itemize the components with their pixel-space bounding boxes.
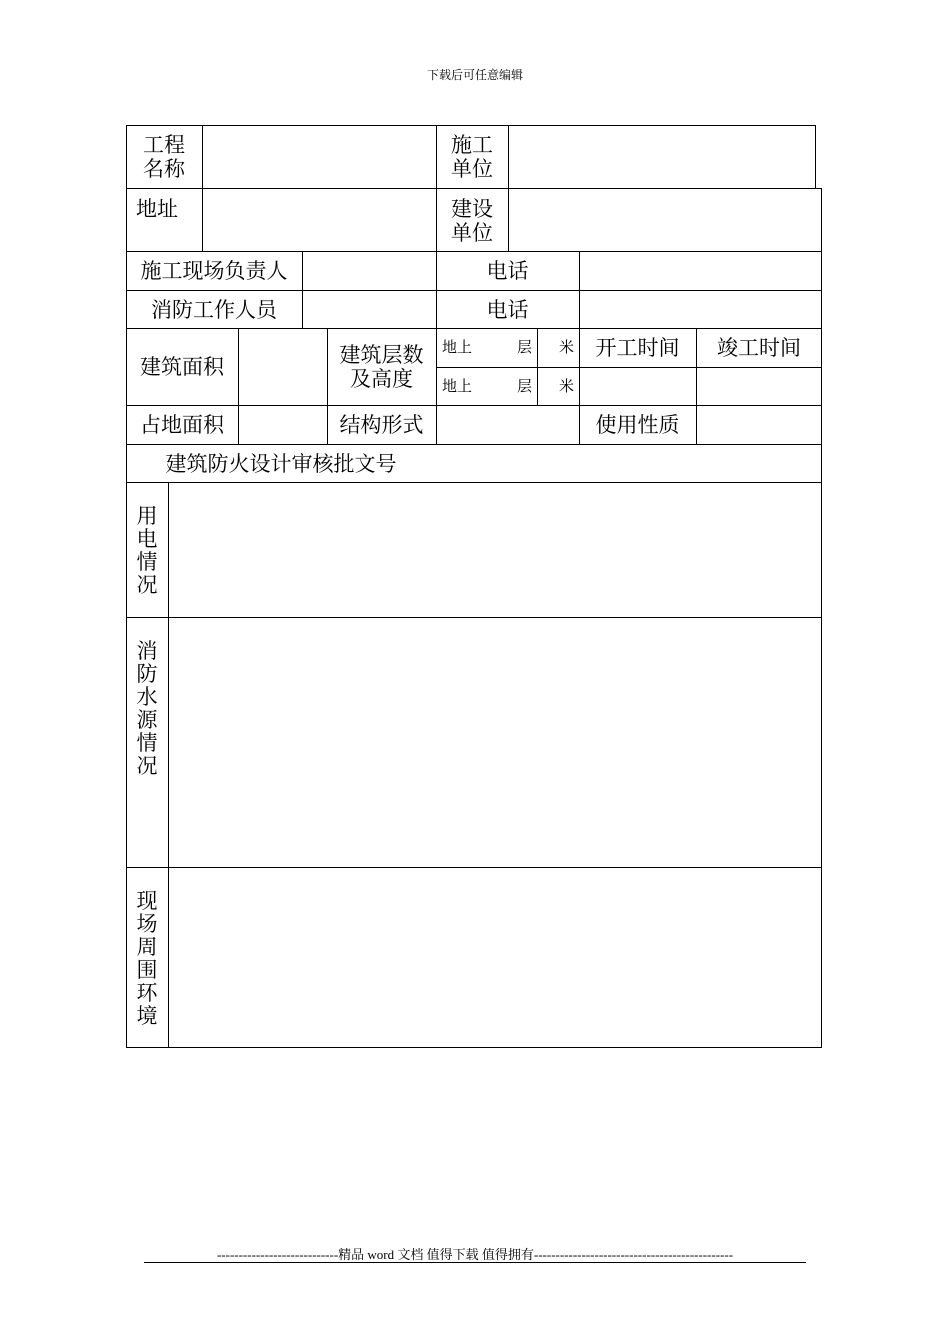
row-line [126, 482, 822, 483]
fire-water-source-label: 消防水源情况 [136, 639, 158, 778]
power-usage-label: 用电情况 [136, 504, 158, 597]
site-manager-label: 施工现场负责人 [140, 259, 288, 283]
row-line [126, 188, 822, 189]
floor-unit-1: 层 [517, 340, 533, 356]
footer-line [144, 1262, 806, 1263]
land-area-label: 占地面积 [140, 413, 224, 437]
construction-unit-label: 施工 单位 [451, 133, 493, 181]
building-area-label: 建筑面积 [140, 355, 224, 379]
builder-unit-label: 建设 单位 [451, 197, 493, 245]
col-line [508, 125, 509, 251]
col-line [302, 251, 303, 328]
row-line [126, 328, 822, 329]
phone-label-2: 电话 [486, 298, 529, 322]
meter-unit-1: 米 [559, 340, 575, 356]
row-line [126, 405, 822, 406]
address-label: 地址 [136, 197, 178, 221]
row-line [126, 444, 822, 445]
col-line [537, 328, 538, 405]
col-line [238, 328, 239, 444]
above-ground-2: 地上 [442, 379, 473, 395]
footer-text: ----------------------------精品 word 文档 值得下载 值得拥有---------------------------------------------- [216, 1247, 734, 1262]
start-time-label: 开工时间 [595, 336, 680, 360]
border-top-right [815, 125, 816, 188]
structure-label: 结构形式 [339, 413, 424, 437]
project-name-label: 工程 名称 [143, 133, 185, 181]
table-corner-gap [815, 125, 823, 188]
row-line [436, 367, 822, 368]
row-line [126, 617, 822, 618]
floors-height-label: 建筑层数 及高度 [339, 343, 424, 391]
row-line [126, 290, 822, 291]
col-line [168, 482, 169, 1048]
col-line [202, 125, 203, 251]
header-note: 下载后可任意编辑 [426, 68, 523, 82]
phone-label-1: 电话 [486, 259, 529, 283]
fire-approval-label: 建筑防火设计审核批文号 [165, 452, 397, 476]
completion-time-label: 竣工时间 [717, 336, 801, 360]
fire-staff-label: 消防工作人员 [151, 298, 277, 322]
row-line [126, 251, 822, 252]
above-ground-1: 地上 [442, 340, 473, 356]
floor-unit-2: 层 [517, 379, 533, 395]
row-line [126, 867, 822, 868]
site-environment-label: 现场周围环境 [136, 889, 158, 1028]
usage-label: 使用性质 [595, 413, 680, 437]
meter-unit-2: 米 [559, 379, 575, 395]
